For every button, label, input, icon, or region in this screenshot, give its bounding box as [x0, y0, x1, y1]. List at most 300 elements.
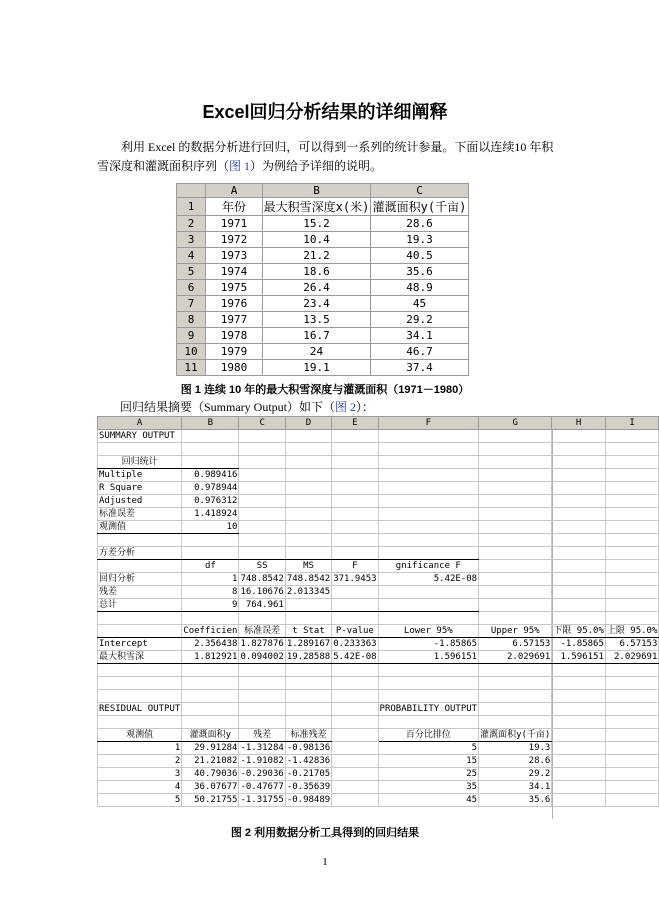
table-row [177, 232, 469, 248]
cell [285, 599, 331, 612]
cell [239, 469, 285, 482]
cell: 9 [182, 599, 239, 612]
cell [552, 599, 606, 612]
column-header: H [552, 417, 606, 430]
cell [378, 430, 479, 443]
cell [239, 430, 285, 443]
cell: 1975 [206, 280, 263, 296]
cell: 5.42E-08 [333, 652, 377, 662]
cell [285, 469, 331, 482]
cell [479, 599, 552, 612]
row-header: 8 [177, 312, 206, 328]
cell: 19.1 [263, 360, 371, 376]
cell: 35.6 [371, 264, 469, 280]
cell: 16.10676 [240, 587, 284, 597]
cell: 19.3 [371, 232, 469, 248]
cell [479, 430, 552, 443]
cell: 1.289167 [286, 639, 331, 649]
cell [479, 456, 552, 469]
cell [332, 443, 378, 456]
figure2-link[interactable]: 图 2 [335, 400, 357, 414]
cell [552, 560, 606, 573]
cell [479, 703, 552, 716]
cell [605, 560, 659, 573]
cell [378, 586, 479, 599]
cell [605, 469, 659, 482]
cell [332, 729, 378, 742]
cell [605, 586, 659, 599]
cell: -0.47677 [240, 782, 284, 792]
cell [605, 547, 659, 560]
cell: 48.9 [371, 280, 469, 296]
cell [552, 586, 606, 599]
cell [378, 664, 479, 677]
cell: 18.6 [263, 264, 371, 280]
cell [182, 612, 239, 625]
table-row [98, 716, 659, 729]
table-row [177, 312, 469, 328]
cell: 2.013345 [286, 587, 331, 597]
cell [332, 430, 378, 443]
table-row [98, 599, 659, 612]
cell [239, 508, 285, 521]
cell [479, 664, 552, 677]
cell [182, 677, 239, 690]
cell: 1979 [206, 344, 263, 360]
row-header: 6 [177, 280, 206, 296]
cell [605, 677, 659, 690]
table-row [98, 456, 659, 469]
cell [378, 443, 479, 456]
cell [285, 703, 331, 716]
table-row [98, 625, 659, 638]
column-header: C [239, 417, 285, 430]
cell [239, 443, 285, 456]
cell [98, 716, 182, 729]
cell [332, 781, 378, 794]
cell: 40.79036 [182, 768, 239, 781]
cell [332, 703, 378, 716]
cell: 0.976312 [182, 495, 239, 508]
cell: 35 [378, 781, 479, 794]
cell: 8 [182, 586, 239, 599]
cell: 5 [98, 794, 182, 807]
table-row [177, 280, 469, 296]
cell [479, 482, 552, 495]
table-row [98, 755, 659, 768]
cell [605, 599, 659, 612]
cell [182, 547, 239, 560]
cell: -1.85865 [378, 638, 479, 651]
cell: 2.029691 [479, 651, 552, 664]
summary-text: 回归结果摘要（Summary Output）如下（ [120, 400, 335, 414]
cell [332, 755, 378, 768]
cell [479, 495, 552, 508]
cell: 标准误差 [98, 508, 182, 521]
cell: R Square [98, 482, 182, 495]
table-row [177, 216, 469, 232]
cell [182, 430, 239, 443]
cell [605, 430, 659, 443]
cell [552, 729, 606, 742]
column-label: SS [239, 560, 285, 573]
cell [332, 586, 378, 599]
cell [605, 443, 659, 456]
cell: 23.4 [263, 296, 371, 312]
cell [378, 677, 479, 690]
cell [98, 664, 182, 677]
cell: 3 [98, 768, 182, 781]
cell [332, 456, 378, 469]
cell [378, 495, 479, 508]
row-header: 9 [177, 328, 206, 344]
cell [479, 573, 552, 586]
cell: -1.85865 [552, 638, 606, 651]
cell [332, 742, 378, 755]
cell: 36.07677 [182, 781, 239, 794]
cell [285, 482, 331, 495]
cell: -0.29036 [240, 769, 284, 779]
cell: -0.35639 [286, 782, 331, 792]
cell [605, 612, 659, 625]
column-label: 观测值 [98, 729, 182, 742]
cell: 观测值 [98, 521, 182, 534]
cell: 1978 [206, 328, 263, 344]
cell [239, 482, 285, 495]
cell: 37.4 [371, 360, 469, 376]
cell [98, 560, 182, 573]
column-label: Lower 95% [378, 625, 479, 638]
cell: 1.418924 [182, 508, 239, 521]
cell [332, 612, 378, 625]
cell [552, 703, 606, 716]
cell: 19.28588 [286, 652, 331, 662]
row-header: 1 [177, 198, 206, 216]
column-header-row [98, 417, 659, 430]
cell [552, 794, 606, 807]
cell: 1974 [206, 264, 263, 280]
cell [479, 521, 552, 534]
cell: 45 [378, 794, 479, 807]
row-header: 4 [177, 248, 206, 264]
cell [239, 664, 285, 677]
cell [239, 703, 285, 716]
cell [479, 716, 552, 729]
cell [552, 573, 606, 586]
cell [605, 703, 659, 716]
column-header: B [263, 184, 371, 198]
cell: 1973 [206, 248, 263, 264]
column-label: 下限 95.0% [553, 626, 604, 636]
cell: 19.3 [479, 742, 552, 755]
cell: 21.2 [263, 248, 371, 264]
cell [605, 755, 659, 768]
cell: 13.5 [263, 312, 371, 328]
cell [332, 599, 378, 612]
cell [552, 547, 606, 560]
cell [285, 534, 331, 547]
figure1-body [177, 198, 469, 376]
cell [479, 586, 552, 599]
cell [378, 547, 479, 560]
cell: 最大积雪深度x(米) [263, 198, 371, 216]
cell [98, 677, 182, 690]
cell: 1.596151 [552, 651, 606, 664]
cell [552, 521, 606, 534]
cell [332, 534, 378, 547]
cell: 26.4 [263, 280, 371, 296]
cell [378, 599, 479, 612]
cell: 1 [182, 573, 239, 586]
cell: 50.21755 [182, 794, 239, 807]
row-header: 3 [177, 232, 206, 248]
table-row [98, 430, 659, 443]
cell [285, 547, 331, 560]
cell: -0.98489 [286, 795, 331, 805]
intro-paragraph [97, 138, 555, 176]
cell: 1.827876 [240, 639, 284, 649]
column-header: A [98, 417, 182, 430]
table-row [98, 651, 659, 664]
cell [239, 612, 285, 625]
cell [285, 612, 331, 625]
cell [552, 716, 606, 729]
cell [98, 612, 182, 625]
figure1-link[interactable]: 图 1 [229, 159, 251, 173]
cell [378, 521, 479, 534]
cell [479, 443, 552, 456]
table-row [177, 328, 469, 344]
table-row [98, 573, 659, 586]
table-row [177, 198, 469, 216]
cell [239, 690, 285, 703]
table-row [98, 534, 659, 547]
table-row [98, 612, 659, 625]
cell: 回归分析 [98, 573, 182, 586]
cell: 34.1 [371, 328, 469, 344]
cell: 25 [378, 768, 479, 781]
cell [605, 482, 659, 495]
cell: 2.029691 [605, 651, 659, 664]
cell: 29.91284 [182, 742, 239, 755]
table-row [177, 248, 469, 264]
cell [378, 469, 479, 482]
section-label: SUMMARY OUTPUT [98, 430, 182, 443]
intro-text: 利用 Excel 的数据分析进行回归，可以得到一系列的统计参量。下面以连续10 年积雪深度和灌溉面积序列（ [97, 140, 554, 173]
cell [332, 664, 378, 677]
figure2-caption: 图 2 利用数据分析工具得到的回归结果 [230, 827, 420, 839]
cell [479, 534, 552, 547]
cell [285, 664, 331, 677]
cell [332, 690, 378, 703]
cell [285, 443, 331, 456]
cell [479, 690, 552, 703]
cell [285, 716, 331, 729]
cell [605, 573, 659, 586]
column-label: gnificance F [378, 560, 479, 573]
cell [552, 508, 606, 521]
cell [332, 768, 378, 781]
cell [479, 560, 552, 573]
cell [239, 677, 285, 690]
cell [552, 664, 606, 677]
cell: 28.6 [479, 755, 552, 768]
cell [605, 794, 659, 807]
cell [605, 742, 659, 755]
cell [285, 521, 331, 534]
cell [605, 781, 659, 794]
cell: -1.31284 [240, 743, 284, 753]
cell [182, 534, 239, 547]
cell: 371.9453 [333, 574, 377, 584]
cell [239, 495, 285, 508]
column-label: 上限 95.0% [606, 626, 658, 636]
cell: 残差 [98, 586, 182, 599]
cell: 0.094002 [240, 652, 284, 662]
table-row [98, 521, 659, 534]
cell: -1.91082 [240, 756, 284, 766]
table-row [98, 677, 659, 690]
cell [479, 469, 552, 482]
cell: 年份 [206, 198, 263, 216]
cell [285, 508, 331, 521]
cell [605, 495, 659, 508]
cell [552, 690, 606, 703]
cell: 1977 [206, 312, 263, 328]
row-header: 7 [177, 296, 206, 312]
cell: -1.42836 [286, 756, 331, 766]
cell [552, 456, 606, 469]
cell: 29.2 [479, 768, 552, 781]
cell [378, 482, 479, 495]
cell [285, 495, 331, 508]
table-row [98, 508, 659, 521]
cell [98, 534, 182, 547]
cell: -0.21705 [286, 769, 331, 779]
column-label: Upper 95% [479, 625, 552, 638]
section-label: RESIDUAL OUTPUT [99, 704, 181, 714]
cell [378, 456, 479, 469]
cell [605, 534, 659, 547]
cell [552, 742, 606, 755]
cell: Adjusted [98, 495, 182, 508]
cell: 0.233363 [333, 639, 377, 649]
cell: 6.57153 [479, 638, 552, 651]
row-header: 11 [177, 360, 206, 376]
column-label: t Stat [285, 625, 331, 638]
cell: 1976 [206, 296, 263, 312]
cell [605, 768, 659, 781]
section-label: 方差分析 [98, 547, 182, 560]
table-row [98, 560, 659, 573]
figure1-column-header-row [177, 184, 469, 198]
corner-cell [177, 184, 206, 198]
cell [285, 430, 331, 443]
cell: 15 [378, 755, 479, 768]
cell [552, 430, 606, 443]
column-header: F [378, 417, 479, 430]
cell: 1.812921 [182, 651, 239, 664]
cell [332, 495, 378, 508]
column-label: 残差 [239, 729, 285, 742]
cell: 35.6 [479, 794, 552, 807]
column-label: 百分比排位 [378, 729, 479, 742]
cell: 45 [371, 296, 469, 312]
cell: 46.7 [371, 344, 469, 360]
cell [552, 755, 606, 768]
cell [182, 716, 239, 729]
cell: 5 [378, 742, 479, 755]
cell: Intercept [98, 638, 182, 651]
cell [332, 547, 378, 560]
column-header: G [479, 417, 552, 430]
cell: 21.21082 [182, 755, 239, 768]
cell [285, 456, 331, 469]
cell: 10 [182, 521, 239, 534]
figure1-caption: 图 1 连续 10 年的最大积雪深度与灌溉面积（1971－1980） [180, 384, 470, 396]
cell [239, 521, 285, 534]
cell [378, 508, 479, 521]
row-header: 2 [177, 216, 206, 232]
cell [552, 482, 606, 495]
cell: 灌溉面积y(千亩) [371, 198, 469, 216]
cell: 0.989416 [182, 469, 239, 482]
table-row [98, 794, 659, 807]
cell [182, 664, 239, 677]
table-row [98, 729, 659, 742]
table-row [98, 768, 659, 781]
figure2-sheet [97, 416, 658, 819]
cell: 748.8542 [286, 574, 331, 584]
intro-text-end: ）为例给予详细的说明。 [250, 159, 383, 173]
cell: 10.4 [263, 232, 371, 248]
section-label: 回归统计 [98, 456, 182, 469]
column-header: I [605, 417, 659, 430]
cell [285, 690, 331, 703]
cell [239, 547, 285, 560]
cell [479, 508, 552, 521]
column-label: 标准误差 [239, 625, 285, 638]
cell [552, 781, 606, 794]
table-row [98, 690, 659, 703]
column-header: B [182, 417, 239, 430]
cell [378, 612, 479, 625]
cell [552, 469, 606, 482]
figure2-table [97, 416, 659, 807]
cell [332, 508, 378, 521]
column-label: 灌溉面积y [182, 729, 239, 742]
cell: 15.2 [263, 216, 371, 232]
cell: 5.42E-08 [378, 573, 479, 586]
column-header: E [332, 417, 378, 430]
cell: 40.5 [371, 248, 469, 264]
column-header: A [206, 184, 263, 198]
table-row [98, 495, 659, 508]
cell [332, 677, 378, 690]
document-title: Excel回归分析结果的详细阐释 [202, 102, 448, 122]
cell: 1 [98, 742, 182, 755]
cell [332, 716, 378, 729]
column-label: 标准残差 [285, 729, 331, 742]
cell [182, 456, 239, 469]
cell: Multiple [98, 469, 182, 482]
cell [98, 625, 182, 638]
cell [552, 612, 606, 625]
cell [605, 508, 659, 521]
cell [605, 716, 659, 729]
table-row [98, 638, 659, 651]
cell [479, 547, 552, 560]
